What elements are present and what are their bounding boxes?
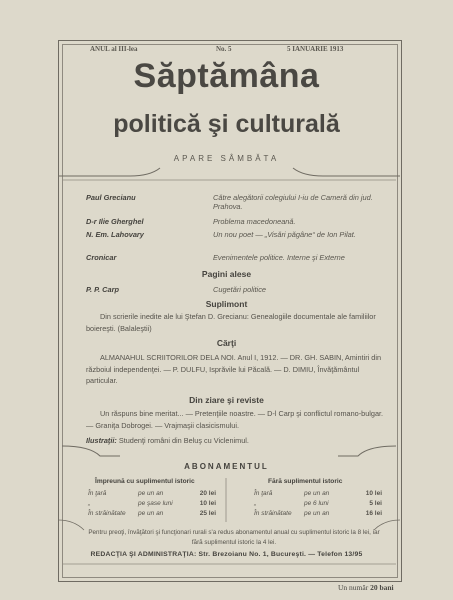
toc-title: Evenimentele politice. Interne şi Externe [213, 253, 345, 262]
toc-author: Cronicar [86, 253, 117, 262]
price: 20 lei [199, 490, 216, 497]
abonament-row [254, 490, 382, 497]
price-label: Un număr [338, 583, 369, 592]
year-label: ANUL al III-lea [90, 45, 138, 53]
abonament-heading: ABONAMENTUL [184, 462, 269, 471]
abonament-row [88, 490, 216, 497]
ilustratii-line [86, 436, 390, 445]
issue-price [338, 583, 394, 592]
place: În ţară [254, 490, 273, 497]
toc-title: Cugetări politice [213, 285, 266, 294]
suplimont-heading: Suplimont [205, 299, 248, 309]
pagini-alese-heading: Pagini alese [201, 269, 252, 279]
abonament-row [254, 510, 382, 517]
ziare-heading: Din ziare şi reviste [189, 395, 264, 405]
abonament-row [88, 510, 216, 517]
redactia-address: REDACŢIA ŞI ADMINISTRAŢIA: Str. Brezoianu No. 1, Bucureşti. — Telefon 13/95 [90, 551, 363, 558]
with-supplement-heading: Împreună cu suplimentul istoric [95, 478, 195, 485]
abonament-note: Pentru preoţi, învăţători şi funcţionari rurali s'a redus abonamentul anual cu suplimentul istoric la 8 lei, iar fără suplimentul istoric la 4 lei. [88, 529, 380, 546]
abonament-row [254, 500, 382, 507]
place: „ [254, 500, 257, 507]
period: pe un an [304, 510, 330, 517]
abonament-row [88, 500, 216, 507]
masthead-info-line [62, 45, 396, 56]
toc-author: P. P. Carp [86, 285, 120, 294]
ilustratii-text: Studenţi români din Beluş cu Viclenimul. [118, 436, 249, 445]
carti-text: ALMANAHUL SCRIITORILOR DELA NOI. Anul I, 1912. — DR. GH. SABIN, Amintiri din războiul independenţei. — P. DULFU, Isprăvile lui Păcală. — D. DIMIU, Învăţământul particular. [86, 353, 382, 385]
without-supplement-heading: Fără suplimentul istoric [268, 478, 343, 485]
newspaper-title: Săptămâna [133, 57, 320, 95]
price: 5 lei [369, 500, 382, 507]
price: 16 lei [365, 510, 382, 517]
period: pe un an [138, 510, 164, 517]
period: pe 6 luni [304, 500, 329, 507]
suplimont-text: Din scrierile inedite ale lui Ştefan D. Grecianu: Genealogiile documentale ale familiilor boiereşti. (Balaleştii) [86, 312, 376, 333]
publication-tagline: APARE SÂMBĂTA [173, 154, 280, 163]
price-value: 20 bani [370, 583, 394, 592]
price: 10 lei [365, 490, 382, 497]
ziare-text: Un răspuns bine meritat... — Pretenţiile noastre. — D-l Carp şi conflictul romano-bulgar. — Graniţa Dobrogei. — Vrajmaşii clasicismului. [86, 409, 384, 430]
newspaper-subtitle: politică şi culturală [113, 110, 340, 138]
toc-author: D-r Ilie Gherghel [86, 217, 144, 226]
toc-title: Către alegătorii colegiului I-iu de Cameră din jud. Prahova. [213, 193, 373, 211]
place: „ [88, 500, 91, 507]
price: 25 lei [199, 510, 216, 517]
issue-date: 5 IANUARIE 1913 [287, 45, 344, 53]
toc-title: Problema macedoneană. [213, 217, 296, 226]
toc-title: Un nou poet — „Visări păgâne“ de Ion Pilat. [213, 230, 356, 239]
period: pe un an [304, 490, 330, 497]
toc-author: Paul Grecianu [86, 193, 136, 202]
period: pe un an [138, 490, 164, 497]
place: În străinătate [88, 510, 126, 517]
period: pe şase luni [138, 500, 173, 507]
place: În străinătate [254, 510, 292, 517]
carti-heading: Cărţi [216, 338, 237, 348]
price: 10 lei [199, 500, 216, 507]
toc-author: N. Em. Lahovary [86, 230, 144, 239]
ilustratii-label: Ilustraţii: [86, 436, 117, 445]
issue-number: No. 5 [216, 45, 232, 53]
place: În ţară [88, 490, 107, 497]
